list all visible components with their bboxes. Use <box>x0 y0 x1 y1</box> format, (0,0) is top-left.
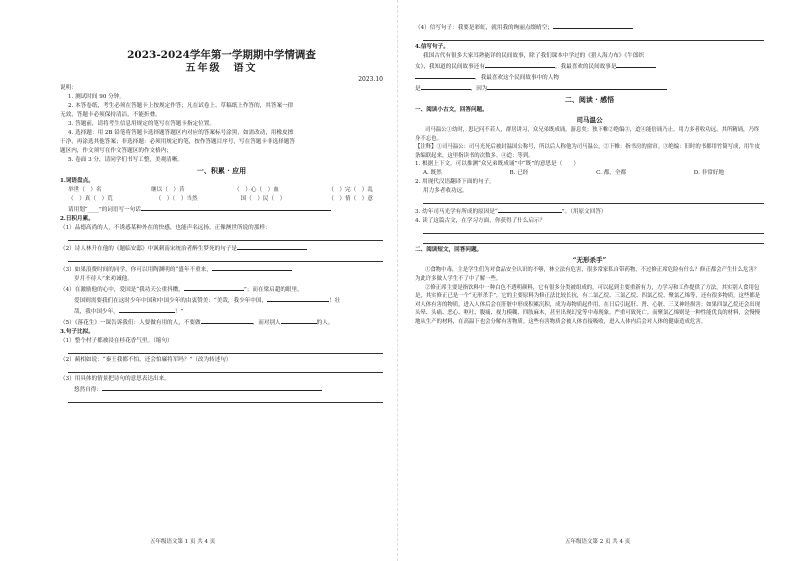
q2-item-4: （4）在激励他的心中，爱国是“我功天公重抖擞， ”；而在梁启超的眼里， <box>60 284 383 295</box>
answer-blank[interactable] <box>415 72 475 79</box>
answer-blank[interactable] <box>616 61 656 68</box>
answer-blank[interactable] <box>184 284 244 291</box>
q2-item-3: （3）如果浪费时间的同学，你可以用陶渊明的“盛年不重来， <box>60 264 383 275</box>
answer-line[interactable] <box>423 226 764 234</box>
answer-blank[interactable] <box>102 384 322 391</box>
q2-item-3-cont: 岁月不待人”来劝诫他。 <box>74 276 133 282</box>
answer-line[interactable] <box>423 33 764 41</box>
instruction-line: 5. 卷面 3 分，请同学们书写工整，美观清晰。 <box>68 157 183 163</box>
q4-para-line: 是 ，因为 <box>415 83 764 94</box>
q3-item-2: （2）蔺相如说：“秦王我都不怕，还会怕廉将军吗？”（改为转述句） <box>60 357 232 363</box>
instruction-line: 4. 选择题：用 2B 铅笔将答题卡选择题答题区内对应的答案标号涂黑，如需改动，用橡皮擦 <box>68 130 294 136</box>
q4-heading: 4.信写句子。 <box>415 44 449 50</box>
essay-title: “无形杀手” <box>572 256 607 265</box>
section-heading-accumulation: 一、积累 · 应用 <box>196 166 247 175</box>
instructions-head: 说明： <box>60 85 77 91</box>
answer-blank[interactable] <box>141 204 331 211</box>
q1-sentence-prompt: 请用划“____”的词语写一句话 <box>60 204 383 215</box>
answer-line[interactable] <box>423 236 764 244</box>
option-d[interactable]: D. 非常好地 <box>693 170 724 177</box>
cq4-question: 4. 读了这篇古文，在学习方面，你获得了什么启示？ <box>415 218 546 225</box>
answer-line[interactable] <box>423 196 764 204</box>
essay-paragraph-1: ①食物中毒，主是学生们为对食品安全认识的不够，林立法有危害，很多常家私自带药物，不过修正席危险有什么？修正都会产生什么危害？为此许多做人学生不了中了解一些。 <box>415 267 760 282</box>
word-item: 举世（ ）名 <box>68 187 102 193</box>
instruction-line: 1. 测试时间 90 分钟。 <box>68 94 125 100</box>
answer-line[interactable] <box>68 395 383 403</box>
answer-line[interactable] <box>68 254 383 262</box>
q2-item-4-cont2: 哉，我中国少年， ！” <box>60 306 383 317</box>
answer-line[interactable] <box>68 233 383 241</box>
instruction-line: 题区内，作文须写在作文答题区的作文格内； <box>60 148 172 154</box>
option-b[interactable]: B. 已经 <box>509 170 529 177</box>
q1-heading: 1.词语盘点。 <box>60 178 94 184</box>
cq3-question: 3. 幼年司马光学有所成的原因是“ ”。（用原文回答） <box>415 206 764 217</box>
word-item: 国（ ）民（ ） <box>240 196 286 202</box>
sentence-imitation: （4）信写句子：我要是彩虹，就用我的绚丽点缀晴空； <box>415 22 764 33</box>
option-a[interactable]: A. 既然 <box>423 170 442 177</box>
answer-blank[interactable] <box>201 317 253 324</box>
q2-item-5: （5）《落花生》一课告诉我们：人要做有用的人，不要做 ，而对别人 的人。 <box>60 317 383 328</box>
exam-date: 2023.10 <box>358 76 383 83</box>
cq2-question: 2. 用现代汉语翻译下面的句子。 <box>415 179 495 186</box>
q3-heading: 3.句子比拟。 <box>60 329 94 335</box>
answer-blank[interactable] <box>498 206 562 213</box>
page-footer: 五年级语文第 1 页 共 4 页 <box>150 539 216 545</box>
exam-subtitle: 五年级 语文 <box>185 63 258 74</box>
word-item: 继以（ ）昔 <box>151 187 185 193</box>
reading-part2-heading: 二、阅读短文，回答问题。 <box>415 247 483 254</box>
answer-blank[interactable] <box>421 83 471 90</box>
reading-part1-heading: 一、阅读小古文，回答问题。 <box>415 107 488 113</box>
answer-line[interactable] <box>68 346 383 354</box>
answer-blank[interactable] <box>267 295 329 302</box>
word-row-2 <box>60 195 383 204</box>
section-heading-reading: 二、阅读 · 感悟 <box>564 95 615 104</box>
instruction-line: 无效，答题卡必须保持清洁，不能折叠。 <box>60 112 161 118</box>
q2-heading: 2.日积月累。 <box>60 216 94 222</box>
q3-item-3-prompt: 悠然自得： <box>60 384 383 395</box>
word-item: （ ）心（ ）血 <box>234 187 279 193</box>
cq1-question: 1. 根据上下文，可以推测“众兄弟既成诵”中“既”的意思是（ ） <box>415 161 579 168</box>
answer-blank[interactable] <box>487 83 667 90</box>
q2-item-2: （2）诗人林升在他的《题临安邸》中讽刺南宋统治者醉生梦死的句子是 <box>60 243 383 254</box>
classical-text: 司马温公①幼时，患记问不若人，群居讲习，众兄弟既成诵，游息矣；独下帷②绝编③，迨④能倍诵乃止。用力多者收功远，其所精诵，乃终身不忘也。 <box>415 127 760 142</box>
answer-blank[interactable] <box>485 61 555 68</box>
instruction-line: 3. 答题前，请将考生信息用规定的笔写在答题卡指定位置。 <box>68 121 215 127</box>
q4-para-line: 我国古代有很多大家耳熟能详的民间故事，除了我们课本中学过的《猎人海力布》《牛郎织 <box>423 53 644 59</box>
essay-paragraph-2: ②修正席主要是指饮料中一种白色不透明颜料，它有很多分类被组成的，可以起到主要重新有力，力学习和工作提供了方法。其实别人食用包是，其实修正已是一个“无形杀手”，它的主要原料为修正法比较长抗，有二氯乙烷、三氯乙烷、四氯乙烷、聚氯乙烯等，还有很多物质，这些都是对人体有害的物质，进入人体后会在肝脏中形成积累沉积，成为毒物质起作用，在日后引起肝、肾、心脏、三叉神经损害；如果四氯乙烷还会出现头晕、头痛、恶心、呕吐、腹痛、视力模糊、四肢麻木，甚至出现幻觉等中毒现象，严重可致死亡。而聚氯乙烯则是一种性能优良的材料，会慢慢地从生产的材料，在高温下也会分解有害物质。这些有害物质会被人体直接吸收，进入人体内后会对人体的健康造成危害。 <box>415 284 761 325</box>
instruction-line: 干净，再涂选其他答案；非选择题：必须用规定的笔，按作答题目序号，写在答题卡非选择题答 <box>60 139 295 145</box>
cq1-options <box>415 169 764 178</box>
instruction-line: 2. 本答卷纸，考生必须在答题卡上按规定作答；凡在试卷上、草稿纸上作答的，其答案一律 <box>68 103 294 109</box>
answer-blank[interactable] <box>553 22 633 29</box>
q2-item-1: （1）品德高尚的人，不诱惑某种外在的快感，也能声名远扬。正像澳世所说的那样： <box>60 225 271 231</box>
word-item: （ ）完（ ）乱 <box>328 187 373 193</box>
answer-blank[interactable] <box>281 317 317 324</box>
classical-text-title: 司马温公 <box>576 116 603 124</box>
page-footer: 五年级语文第 2 页 共 4 页 <box>565 539 631 545</box>
answer-blank[interactable] <box>119 306 175 313</box>
cq2-sentence: 用力多者收功远。 <box>423 188 468 195</box>
word-item: （ ）真（ ）荒 <box>68 196 113 202</box>
answer-blank[interactable] <box>212 264 292 271</box>
word-row-1 <box>60 186 383 195</box>
q4-para-line: 女》，我知道的民间故事还有 。我最喜欢的民间故事是 <box>415 61 764 72</box>
word-item: （ ）情（ ）意 <box>328 196 373 202</box>
q2-item-4-cont: 爱国则需要我们在这时少年中国和中国少年的由衷赞美：“美哉，我少年中国， ！壮 <box>60 295 383 306</box>
answer-blank[interactable] <box>237 243 307 250</box>
word-item: （ ）（ ）当然 <box>155 196 198 202</box>
page-2 <box>397 0 794 561</box>
q3-item-1: （1）整个村子都被浸在桂花香气里。（缩句） <box>60 338 173 344</box>
exam-title: 2023-2024学年第一学期期中学情调查 <box>127 49 316 61</box>
classical-notes: 【注释】①司马温公：司马光死后被封温国公称号，所以后人称他为司马温公。②下帷：指书房的窗帘。③绝编：旧时的书都用竹简写成，用牛皮条编联起来，这里指读书的次数多。④迨：等到。 <box>415 144 761 159</box>
q3-item-3: （3）用具体的情景把诗句的意思表达出来。 <box>60 376 170 382</box>
answer-line[interactable] <box>68 365 383 373</box>
option-c[interactable]: C. 都，全都 <box>596 170 627 177</box>
q4-para-line: ，我最喜欢这个民间故事中的人物 <box>415 72 764 83</box>
